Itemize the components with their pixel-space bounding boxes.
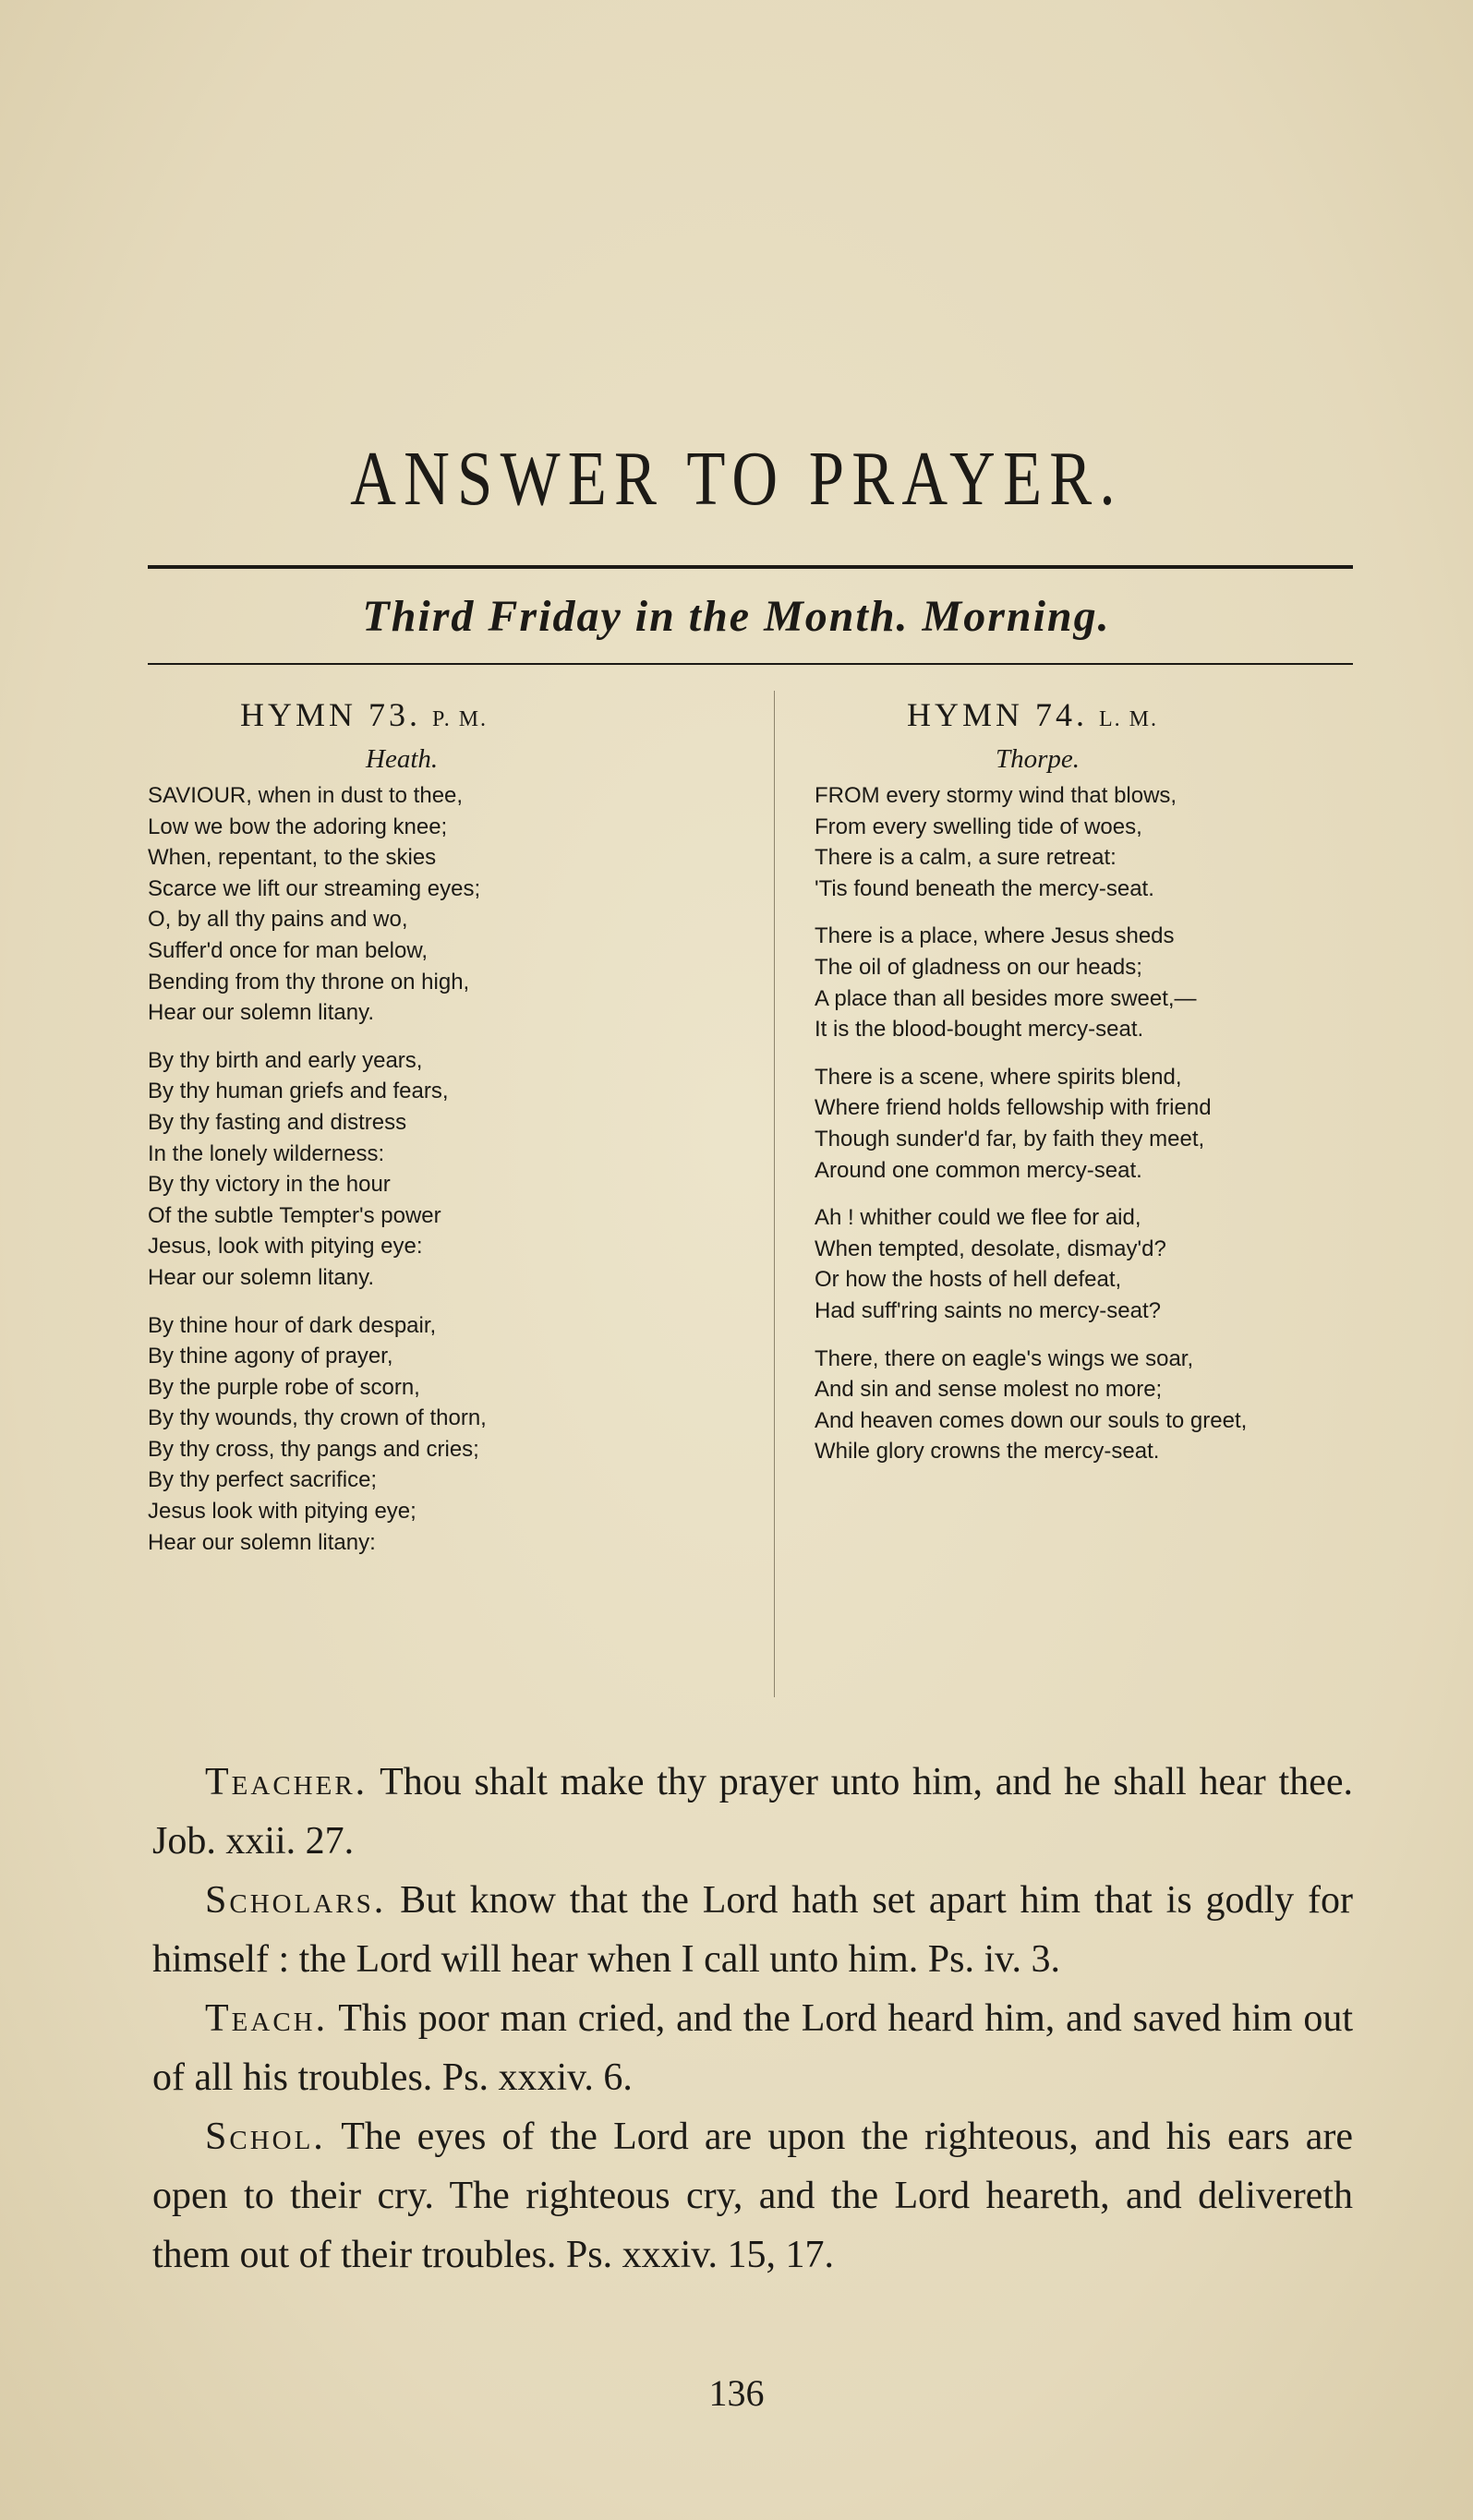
hymn-stanza: [815, 1062, 1350, 1186]
hymn-line: Ah ! whither could we flee for aid,: [815, 1205, 1141, 1231]
hymn-line: In the lonely wilderness:: [148, 1140, 385, 1166]
hymn-line: FROM every stormy wind that blows,: [815, 783, 1177, 808]
hymn-line: By thy birth and early years,: [148, 1047, 423, 1073]
hymn-line: When, repentant, to the skies: [148, 845, 437, 871]
hymn-line: There is a calm, a sure retreat:: [815, 845, 1117, 871]
hymn-line: Jesus, look with pitying eye:: [148, 1234, 423, 1260]
speaker-label: Teach.: [205, 1997, 329, 2040]
page-subtitle: Third Friday in the Month. Morning.: [362, 592, 1111, 641]
speaker-label: Schol.: [205, 2116, 326, 2158]
hymn-stanza: [148, 1310, 646, 1559]
hymn-line: Bending from thy throne on high,: [148, 969, 470, 995]
hymn-line: Of the subtle Tempter's power: [148, 1202, 441, 1228]
hymn-line: And heaven comes down our souls to greet,: [815, 1407, 1248, 1433]
response-paragraph: [152, 1989, 1353, 2107]
hymn-line: Around one common mercy-seat.: [815, 1157, 1142, 1183]
hymn-body: [815, 780, 1350, 1467]
page-title: ANSWER TO PRAYER.: [350, 436, 1123, 522]
hymn-line: By thy perfect sacrifice;: [148, 1467, 378, 1493]
hymn-line: By the purple robe of scorn,: [148, 1374, 420, 1400]
hymn-line: Or how the hosts of hell defeat,: [815, 1267, 1122, 1293]
hymn-line: There, there on eagle's wings we soar,: [815, 1345, 1194, 1371]
hymn-line: There is a place, where Jesus sheds: [815, 923, 1175, 949]
hymn-meter: L. M.: [1099, 707, 1159, 731]
hymn-heading: [240, 694, 646, 740]
response-paragraph: [152, 1871, 1353, 1989]
hymn-line: 'Tis found beneath the mercy-seat.: [815, 875, 1154, 901]
hymn-line: The oil of gladness on our heads;: [815, 954, 1142, 980]
response-text: The eyes of the Lord are upon the righteous, and his ears are open to their cry. The righteous cry, and the Lord heareth, and delivereth them out of their troubles. Ps. xxxiv. 15, 17.: [152, 2116, 1353, 2276]
header-rule-thin: [148, 663, 1353, 665]
response-text: Thou shalt make thy prayer unto him, and he shall hear thee. Job. xxii. 27.: [152, 1761, 1353, 1863]
hymn-line: O, by all thy pains and wo,: [148, 907, 408, 933]
speaker-label: Scholars.: [205, 1879, 387, 1922]
hymn-74-column: [815, 694, 1350, 1484]
hymn-tune: Heath.: [366, 744, 439, 774]
hymn-line: While glory crowns the mercy-seat.: [815, 1439, 1160, 1465]
hymn-line: Suffer'd once for man below,: [148, 937, 428, 963]
hymn-stanza: [148, 780, 646, 1029]
hymn-tune: Thorpe.: [996, 744, 1081, 774]
hymn-73-column: [148, 694, 646, 1574]
hymn-line: By thy cross, thy pangs and cries;: [148, 1436, 479, 1462]
hymn-line: By thy fasting and distress: [148, 1109, 407, 1135]
hymn-line: Hear our solemn litany.: [148, 1000, 374, 1026]
hymn-stanza: [815, 1344, 1350, 1467]
hymn-line: From every swelling tide of woes,: [815, 814, 1142, 839]
hymn-line: By thine hour of dark despair,: [148, 1312, 437, 1338]
hymn-number: HYMN 74.: [907, 696, 1089, 733]
hymn-line: Low we bow the adoring knee;: [148, 814, 448, 839]
hymn-stanza: [148, 1045, 646, 1294]
hymn-line: Though sunder'd far, by faith they meet,: [815, 1126, 1205, 1151]
hymn-line: By thy victory in the hour: [148, 1172, 391, 1198]
hymn-stanza: [815, 1202, 1350, 1326]
hymn-line: Had suff'ring saints no mercy-seat?: [815, 1297, 1161, 1323]
page-number: 136: [708, 2372, 765, 2414]
speaker-label: Teacher.: [205, 1761, 368, 1803]
header-rule-thick: [148, 565, 1353, 569]
hymn-line: And sin and sense molest no more;: [815, 1377, 1163, 1403]
hymn-heading: [907, 694, 1350, 740]
hymn-line: By thy wounds, thy crown of thorn,: [148, 1405, 487, 1431]
response-text: This poor man cried, and the Lord heard him, and saved him out of all his troubles. Ps. xxxiv. 6.: [152, 1997, 1353, 2099]
hymn-line: When tempted, desolate, dismay'd?: [815, 1236, 1166, 1261]
hymn-line: SAVIOUR, when in dust to thee,: [148, 783, 464, 808]
response-paragraph: [152, 2107, 1353, 2285]
hymn-number: HYMN 73.: [240, 696, 422, 733]
hymn-meter: P. M.: [432, 707, 489, 731]
hymn-line: Hear our solemn litany.: [148, 1264, 374, 1290]
hymn-line: Where friend holds fellowship with friend: [815, 1095, 1212, 1121]
responsive-reading: [152, 1753, 1353, 2285]
column-divider: [774, 691, 775, 1697]
hymn-line: Hear our solemn litany:: [148, 1529, 376, 1555]
hymn-line: By thy human griefs and fears,: [148, 1079, 449, 1104]
hymn-line: By thine agony of prayer,: [148, 1344, 393, 1369]
hymn-line: It is the blood-bought mercy-seat.: [815, 1017, 1144, 1043]
hymn-stanza: [815, 780, 1350, 904]
hymn-stanza: [815, 921, 1350, 1044]
hymn-line: Jesus look with pitying eye;: [148, 1499, 417, 1525]
hymn-body: [148, 780, 646, 1558]
hymn-line: A place than all besides more sweet,—: [815, 985, 1197, 1011]
response-text: But know that the Lord hath set apart him that is godly for himself : the Lord will hear when I call unto him. Ps. iv. 3.: [152, 1879, 1353, 1981]
response-paragraph: [152, 1753, 1353, 1871]
hymn-line: There is a scene, where spirits blend,: [815, 1064, 1182, 1090]
hymn-line: Scarce we lift our streaming eyes;: [148, 875, 481, 901]
